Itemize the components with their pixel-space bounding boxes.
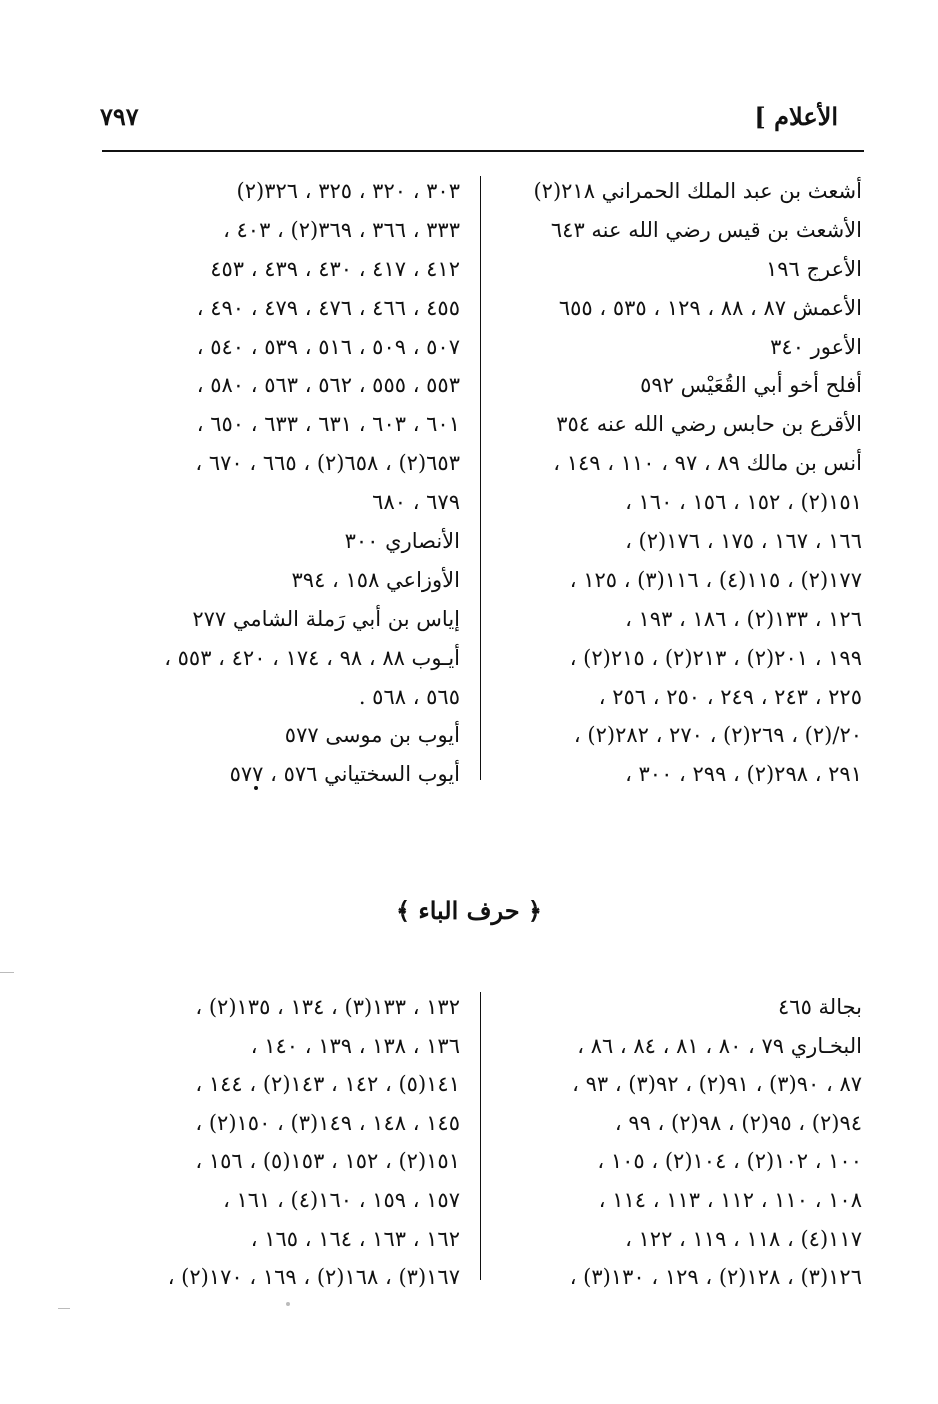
index-line: ٣٣٣ ، ٣٦٦ ، ٣٦٩(٢) ، ٤٠٣ ، (223, 217, 460, 242)
dot-mark (254, 786, 258, 790)
index-line: ١٧٧(٢) ، ١١٥(٤) ، ١١٦(٣) ، ١٢٥ ، (569, 567, 862, 592)
index-line: ١١٧(٤) ، ١١٨ ، ١١٩ ، ١٢٢ ، (625, 1226, 862, 1251)
index-line: ١٤٥ ، ١٤٨ ، ١٤٩(٣) ، ١٥٠(٢) ، (195, 1110, 460, 1135)
index-line: ١٦٦ ، ١٦٧ ، ١٧٥ ، ١٧٦(٢) ، (625, 529, 862, 554)
column-divider (480, 992, 481, 1280)
index-line: أيوب بن موسى ٥٧٧ (284, 723, 460, 748)
index-line: ١٥١(٢) ، ١٥٢ ، ١٥٦ ، ١٦٠ ، (625, 490, 862, 515)
index-line: ٢٢٥ ، ٢٤٣ ، ٢٤٩ ، ٢٥٠ ، ٢٥٦ ، (598, 684, 862, 709)
scan-speck (58, 1308, 70, 1309)
scan-speck (286, 1302, 290, 1306)
index-line: ١٩٩ ، ٢٠١(٢) ، ٢١٣(٢) ، ٢١٥(٢) ، (569, 645, 862, 670)
index-line: الأقرع بن حابس رضي الله عنه ٣٥٤ (556, 412, 862, 437)
index-line: الأوزاعي ١٥٨ ، ٣٩٤ (291, 567, 460, 592)
index-line: ١٥١(٢) ، ١٥٢ ، ١٥٣(٥) ، ١٥٦ ، (195, 1149, 460, 1174)
index-line: أيـوب ٨٨ ، ٩٨ ، ١٧٤ ، ٤٢٠ ، ٥٥٣ ، (164, 645, 460, 670)
running-title: الأعلام ] (754, 102, 838, 131)
index-line: بجالة ٤٦٥ (778, 995, 862, 1019)
index-line: ٤٥٥ ، ٤٦٦ ، ٤٧٦ ، ٤٧٩ ، ٤٩٠ ، (196, 295, 460, 320)
index-line: ١٦٧(٣) ، ١٦٨(٢) ، ١٦٩ ، ١٧٠(٢) ، (167, 1265, 460, 1290)
index-line: ٥٦٥ ، ٥٦٨ . (358, 684, 460, 709)
page-number: ٧٩٧ (100, 102, 139, 131)
index-line: ٢٩١ ، ٢٩٨(٢) ، ٢٩٩ ، ٣٠٠ ، (625, 762, 862, 787)
index-column-right (482, 988, 862, 1297)
index-line: ١٤١(٥) ، ١٤٢ ، ١٤٣(٢) ، ١٤٤ ، (195, 1072, 460, 1097)
index-line: الأعمش ٨٧ ، ٨٨ ، ١٢٩ ، ٥٣٥ ، ٦٥٥ (558, 295, 862, 320)
index-column-left (102, 172, 460, 794)
scan-speck (0, 972, 14, 973)
index-line: الأنصاري ٣٠٠ (344, 529, 460, 554)
index-line: أنس بن مالك ٨٩ ، ٩٧ ، ١١٠ ، ١٤٩ ، (553, 451, 862, 476)
index-line: ١٥٧ ، ١٥٩ ، ١٦٠(٤) ، ١٦١ ، (223, 1187, 460, 1212)
index-line: ١٢٦(٣) ، ١٢٨(٢) ، ١٢٩ ، ١٣٠(٣) ، (569, 1265, 862, 1290)
index-column-left (102, 988, 460, 1297)
index-line: ١٦٢ ، ١٦٣ ، ١٦٤ ، ١٦٥ ، (250, 1226, 460, 1251)
index-line: ٥٠٧ ، ٥٠٩ ، ٥١٦ ، ٥٣٩ ، ٥٤٠ ، (196, 334, 460, 359)
index-line: أشعث بن عبد الملك الحمراني ٢١٨(٢) (533, 179, 862, 203)
index-line: البخـاري ٧٩ ، ٨٠ ، ٨١ ، ٨٤ ، ٨٦ ، (577, 1033, 862, 1058)
index-line: ٦٠١ ، ٦٠٣ ، ٦٣١ ، ٦٣٣ ، ٦٥٠ ، (196, 412, 460, 437)
page-header (100, 100, 838, 146)
column-divider (480, 176, 481, 780)
index-line: ١٣٢ ، ١٣٣(٣) ، ١٣٤ ، ١٣٥(٢) ، (195, 995, 460, 1019)
index-line: ٦٥٣(٢) ، ٦٥٨(٢) ، ٦٦٥ ، ٦٧٠ ، (195, 451, 460, 476)
index-line: أفلح أخو أبي القُعَيْس ٥٩٢ (640, 373, 862, 398)
index-column-right (482, 172, 862, 794)
index-line: ١٠٠ ، ١٠٢(٢) ، ١٠٤(٢) ، ١٠٥ ، (597, 1149, 862, 1174)
index-line: ١٠٨ ، ١١٠ ، ١١٢ ، ١١٣ ، ١١٤ ، (598, 1187, 862, 1212)
index-line: ٩٤(٢) ، ٩٥(٢) ، ٩٨(٢) ، ٩٩ ، (614, 1110, 862, 1135)
index-line: إياس بن أبي رَملة الشامي ٢٧٧ (192, 606, 460, 631)
index-line: الأعرج ١٩٦ (765, 256, 862, 281)
index-line: أيوب السختياني ٥٧٦ ، ٥٧٧ (229, 762, 460, 787)
section-heading: ﴿ حرف الباء ﴾ (396, 896, 542, 925)
index-line: ٣٠٣ ، ٣٢٠ ، ٣٢٥ ، ٣٢٦(٢) (236, 179, 460, 203)
index-line: ٤١٢ ، ٤١٧ ، ٤٣٠ ، ٤٣٩ ، ٤٥٣ (210, 256, 460, 281)
index-line: ٨٧ ، ٩٠(٣) ، ٩١(٢) ، ٩٢(٣) ، ٩٣ ، (572, 1072, 862, 1097)
header-rule (102, 150, 864, 152)
index-line: ٦٧٩ ، ٦٨٠ (372, 490, 460, 515)
index-line: ١٢٦ ، ١٣٣(٢) ، ١٨٦ ، ١٩٣ ، (625, 606, 862, 631)
index-line: ٢٠/(٢) ، ٢٦٩(٢) ، ٢٧٠ ، ٢٨٢(٢) ، (573, 723, 862, 748)
index-line: ٥٥٣ ، ٥٥٥ ، ٥٦٢ ، ٥٦٣ ، ٥٨٠ ، (196, 373, 460, 398)
index-line: الأعور ٣٤٠ (770, 334, 862, 359)
index-line: ١٣٦ ، ١٣٨ ، ١٣٩ ، ١٤٠ ، (250, 1033, 460, 1058)
index-line: الأشعث بن قيس رضي الله عنه ٦٤٣ (550, 217, 862, 242)
